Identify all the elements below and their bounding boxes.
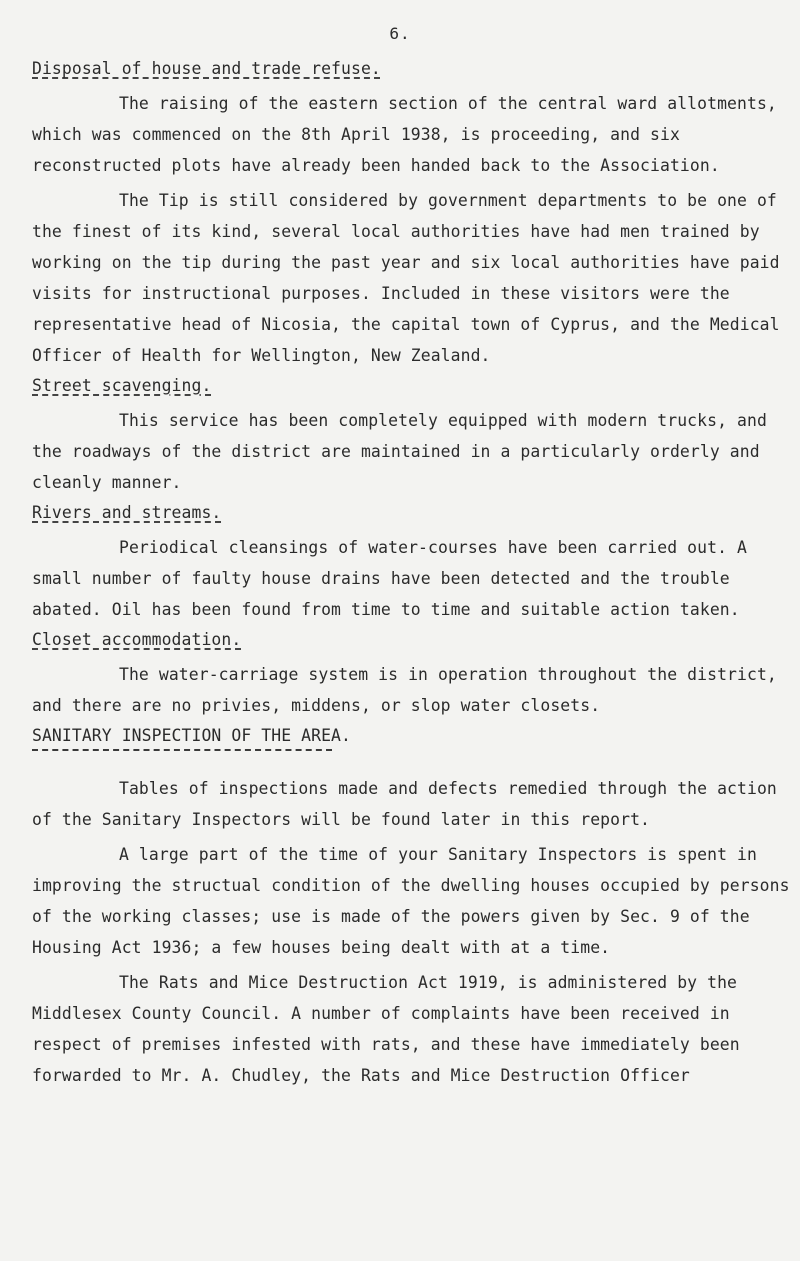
paragraph: The raising of the eastern section of the central ward allotments, which was commenced on the 8th April 1938, is proceeding, and six reconstructed plots have already been handed back to the Association. bbox=[32, 94, 777, 175]
dashed-rule bbox=[32, 749, 332, 751]
page-number: 6. bbox=[389, 24, 411, 43]
paragraph: Tables of inspections made and defects remedied through the action of the Sanitary Inspectors will be found later in this report. bbox=[32, 779, 777, 829]
paragraph: This service has been completely equipped with modern trucks, and the roadways of the district are maintained in a particularly orderly and cleanly manner. bbox=[32, 411, 767, 492]
section-sanitary bbox=[32, 725, 792, 1091]
section-disposal bbox=[32, 58, 792, 371]
section-street bbox=[32, 375, 792, 498]
document-body bbox=[32, 58, 792, 1095]
section-rivers bbox=[32, 502, 792, 625]
paragraph: Periodical cleansings of water-courses have been carried out. A small number of faulty house drains have been detected and the trouble abated. Oil has been found from time to time and suitable action taken. bbox=[32, 538, 747, 619]
paragraph: The Rats and Mice Destruction Act 1919, is administered by the Middlesex County Council. A number of complaints have been received in respect of premises infested with rats, and these have immediately been forwarded to Mr. A. Chudley, the Rats and Mice Destruction Officer bbox=[32, 973, 740, 1085]
heading-street: Street scavenging. bbox=[32, 376, 212, 395]
paragraph: The water-carriage system is in operation throughout the district, and there are no privies, middens, or slop water closets. bbox=[32, 665, 777, 715]
paragraph: The Tip is still considered by government departments to be one of the finest of its kind, several local authorities have had men trained by working on the tip during the past year and six local authorities have paid visits for instructional purposes. Included in these visitors were the representative head of Nicosia, the capital town of Cyprus, and the Medical Officer of Health for Wellington, New Zealand. bbox=[32, 191, 780, 365]
heading-closet: Closet accommodation. bbox=[32, 630, 242, 649]
heading-rivers: Rivers and streams. bbox=[32, 503, 222, 522]
heading-sanitary: SANITARY INSPECTION OF THE AREA. bbox=[32, 726, 351, 745]
paragraph: A large part of the time of your Sanitary Inspectors is spent in improving the structual condition of the dwelling houses occupied by persons of the working classes; use is made of the powers given by Sec. 9 of the Housing Act 1936; a few houses being dealt with at a time. bbox=[32, 845, 790, 957]
section-closet bbox=[32, 629, 792, 721]
heading-disposal: Disposal of house and trade refuse. bbox=[32, 59, 381, 78]
